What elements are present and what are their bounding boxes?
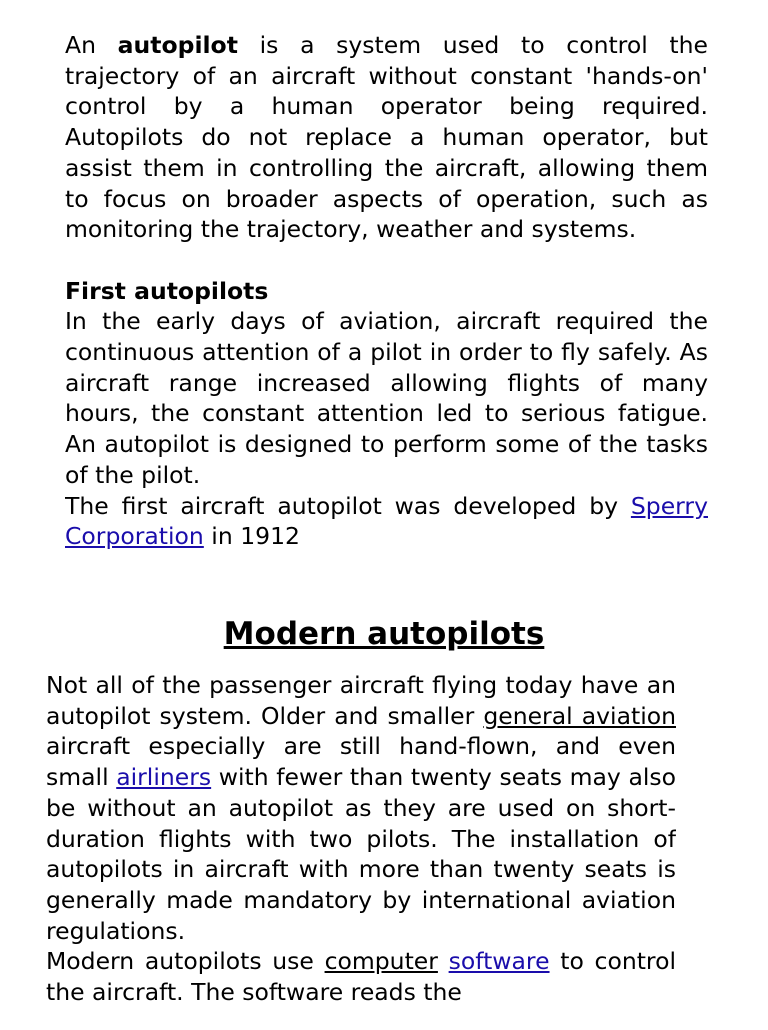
first-autopilot-tail: in 1912 [203, 522, 300, 551]
autopilot-term: autopilot [117, 31, 238, 59]
first-autopilot-text: The first aircraft autopilot was developed by [65, 491, 631, 520]
first-autopilots-title: First autopilots [65, 276, 269, 305]
general-aviation-link[interactable]: general aviation [483, 701, 676, 730]
modern-autopilots-heading: Modern autopilots [223, 616, 545, 652]
intro-paragraph [65, 30, 708, 245]
early-aviation-paragraph: In the early days of aviation, aircraft required the continuous attention of a pilot in order to fly safely. As aircraft range increased allowing flights of many hours, the constant attention led to serious fatigue. An autopilot is designed to perform some of the tasks of the pilot. [65, 307, 708, 489]
software-link[interactable]: software [448, 947, 550, 976]
modern-paragraph-1 [46, 670, 676, 946]
modern-paragraph-2 [46, 946, 676, 1007]
modern-p1-c: with fewer than twenty seats may also be without an autopilot as they are used on short-duration flights with two pilots. The installation of autopilots in aircraft with more than twenty seats is generally made mandatory by international aviation regulations. [46, 763, 676, 945]
paragraph-gap [65, 245, 708, 276]
modern-p1-b: aircraft especially are still hand-flown, and even small [46, 732, 676, 792]
intro-block [65, 30, 708, 578]
airliners-link[interactable]: airliners [116, 763, 212, 792]
modern-p2-b: to control the aircraft. The software reads the [46, 947, 676, 1007]
modern-block [46, 670, 676, 1030]
intro-rest: is a system used to control the trajectory of an aircraft without constant 'hands-on' control by a human operator being required. Autopilots do not replace a human operator, but assist them in controlling the aircraft, allowing them to focus on broader aspects of operation, such as monitoring the trajectory, weather and systems. [65, 31, 708, 244]
modern-p2-a: Modern autopilots use [46, 947, 325, 976]
modern-p1-a: Not all of the passenger aircraft flying today have an autopilot system. Older and smaller [46, 671, 676, 730]
first-autopilot-paragraph [65, 491, 708, 552]
intro-lead: An [65, 31, 118, 59]
computer-link[interactable]: computer [324, 947, 438, 976]
sperry-corporation-link[interactable]: Sperry Corporation [65, 491, 708, 551]
